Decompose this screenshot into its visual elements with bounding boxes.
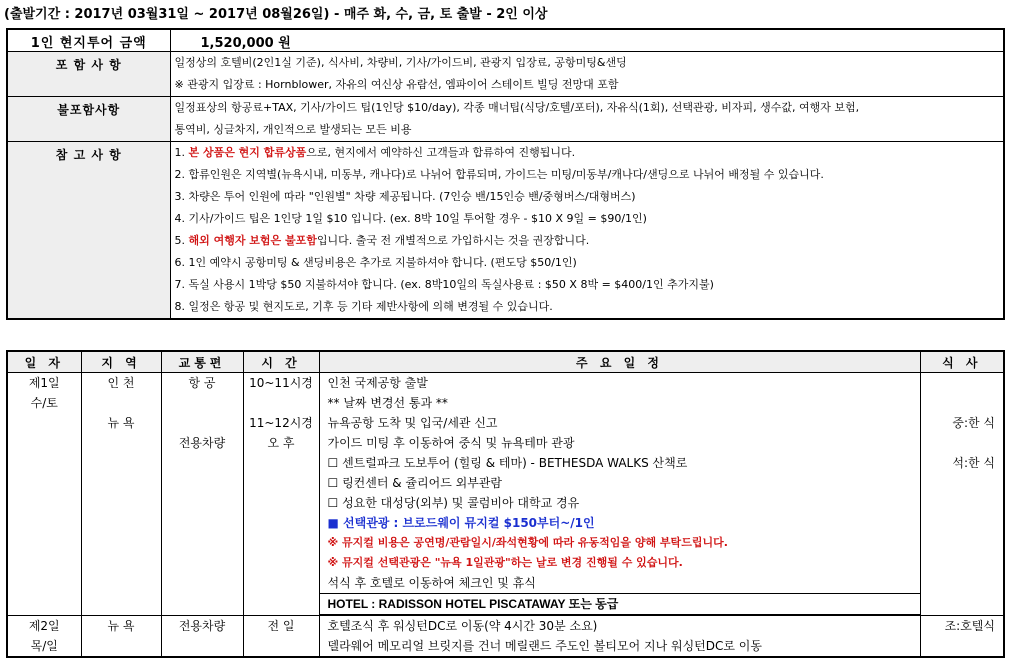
day-2-row — [7, 616, 1004, 658]
note-1: 1. 본 상품은 현지 합류상품으로, 현지에서 예약하신 고객들과 합류하여 진행됩니다. — [174, 146, 576, 159]
hotel-line: HOTEL : RADISSON HOTEL PISCATAWAY 또는 동급 — [320, 593, 920, 615]
day-2-region: 뉴 욕 — [81, 616, 161, 658]
notes-label: 참 고 사 항 — [7, 142, 170, 320]
note-3: 3. 차량은 투어 인원에 따라 "인원별" 차량 제공됩니다. (7인승 밴/15인승 밴/중형버스/대형버스) — [174, 190, 636, 203]
day-1-row — [7, 373, 1004, 616]
day-1-date: 제1일 수/토 — [7, 373, 81, 616]
day-2-schedule: 호텔조식 후 워싱턴DC로 이동(약 4시간 30분 소요) 델라웨어 메모리얼 브릿지를 건너 메릴랜드 주도인 볼티모어 지나 워싱턴DC로 이동 — [319, 616, 920, 658]
col-header-time: 시 간 — [243, 351, 319, 373]
day-1-transport: 항 공 전용차량 — [161, 373, 243, 616]
note-4: 4. 기사/가이드 팁은 1인당 1일 $10 입니다. (ex. 8박 10일 투어할 경우 - $10 X 9일 = $90/1인) — [174, 212, 647, 225]
note-1-highlight: 본 상품은 현지 합류상품 — [188, 146, 307, 159]
note-5: 5. 해외 여행자 보험은 불포함입니다. 출국 전 개별적으로 가입하시는 것을 권장합니다. — [174, 234, 590, 247]
note-2: 2. 합류인원은 지역별(뉴욕시내, 미동부, 캐나다)로 나뉘어 합류되며, 가이드는 미팅/미동부/캐나다/샌딩으로 나뉘어 배정될 수 있습니다. — [174, 168, 824, 181]
musical-notice-2: ※ 뮤지컬 선택관광은 "뉴욕 1일관광"하는 날로 변경 진행될 수 있습니다. — [327, 556, 683, 569]
exclude-label: 불포함사항 — [7, 97, 170, 142]
col-header-schedule: 주 요 일 정 — [319, 351, 920, 373]
musical-notice-1: ※ 뮤지컬 비용은 공연명/관람일시/좌석현황에 따라 유동적임을 양해 부탁드립니다. — [327, 536, 728, 549]
day-1-time: 10~11시경 11~12시경 오 후 — [243, 373, 319, 616]
exclude-line: 일정표상의 항공료+TAX, 기사/가이드 팁(1인당 $10/day), 각종 매너팁(식당/호텔/포터), 자유식(1회), 선택관광, 비자피, 생수값, 여행자 보험, — [174, 101, 860, 114]
price-value: 1,520,000 원 — [170, 29, 1004, 52]
include-content — [170, 52, 1004, 97]
note-6: 6. 1인 예약시 공항미팅 & 샌딩비용은 추가로 지불하셔야 합니다. (편도당 $50/1인) — [174, 256, 577, 269]
optional-tour-line: ■ 선택관광 : 브로드웨이 뮤지컬 $150부터~/1인 — [327, 516, 595, 530]
day-2-time: 전 일 — [243, 616, 319, 658]
exclude-content — [170, 97, 1004, 142]
col-header-transport: 교통편 — [161, 351, 243, 373]
col-header-region: 지 역 — [81, 351, 161, 373]
day-2-meal: 조:호텔식 — [920, 616, 1004, 658]
day-2-date: 제2일 목/일 — [7, 616, 81, 658]
include-line: ※ 관광지 입장료 : Hornblower, 자유의 여신상 유람선, 엠파이어 스테이트 빌딩 전망대 포함 — [174, 78, 619, 91]
include-label: 포 함 사 항 — [7, 52, 170, 97]
note-7: 7. 독실 사용시 1박당 $50 지불하셔야 합니다. (ex. 8박10일의 독실사용료 : $50 X 8박 = $400/1인 추가지불) — [174, 278, 714, 291]
col-header-meal: 식 사 — [920, 351, 1004, 373]
note-8: 8. 일정은 항공 및 현지도로, 기후 등 기타 제반사항에 의해 변경될 수 있습니다. — [174, 300, 553, 313]
day-1-region: 인 천 뉴 욕 — [81, 373, 161, 616]
page-title: (출발기간 : 2017년 03월31일 ~ 2017년 08월26일) - 매주 화, 수, 금, 토 출발 - 2인 이상 — [4, 7, 548, 22]
tour-info-table — [6, 28, 1005, 320]
day-1-schedule: 인천 국제공항 출발 ** 날짜 변경선 통과 ** 뉴욕공항 도착 및 입국/세관 신고 가이드 미팅 후 이동하여 중식 및 뉴욕테마 관광 ☐ 센트럴파크 도보투어 (힐링 & 테마) - BETHESDA WALKS 산책로 ☐ 링컨센터 & 쥴리어드 외부관람 ☐ 성요한 대성당(외부) 및 콜럼비아 대학교 경유 ■ 선택관광 : 브로드웨이 뮤지컬 $150부터~/1인 ※ 뮤지컬 비용은 공연명/관람일시/좌석현황에 따라 유동적임을 양해 부탁드립니다. ※ 뮤지컬 선택관광은 "뉴욕 1일관광"하는 날로 변경 진행될 수 있습니다. 석식 후 호텔로 이동하여 체크인 및 휴식 HOTEL : RADISSON HOTEL PISCATAWAY 또는 동급 — [319, 373, 920, 616]
col-header-date: 일 자 — [7, 351, 81, 373]
price-label: 1인 현지투어 금액 — [7, 29, 170, 52]
itinerary-table — [6, 350, 1005, 658]
notes-content — [170, 142, 1004, 320]
exclude-line: 통역비, 싱글차지, 개인적으로 발생되는 모든 비용 — [174, 123, 412, 136]
include-line: 일정상의 호텔비(2인1실 기준), 식사비, 차량비, 기사/가이드비, 관광지 입장료, 공항미팅&샌딩 — [174, 56, 627, 69]
day-1-meal: 중:한 식 석:한 식 — [920, 373, 1004, 616]
note-5-highlight: 해외 여행자 보험은 불포함 — [188, 234, 317, 247]
day-2-transport: 전용차량 — [161, 616, 243, 658]
